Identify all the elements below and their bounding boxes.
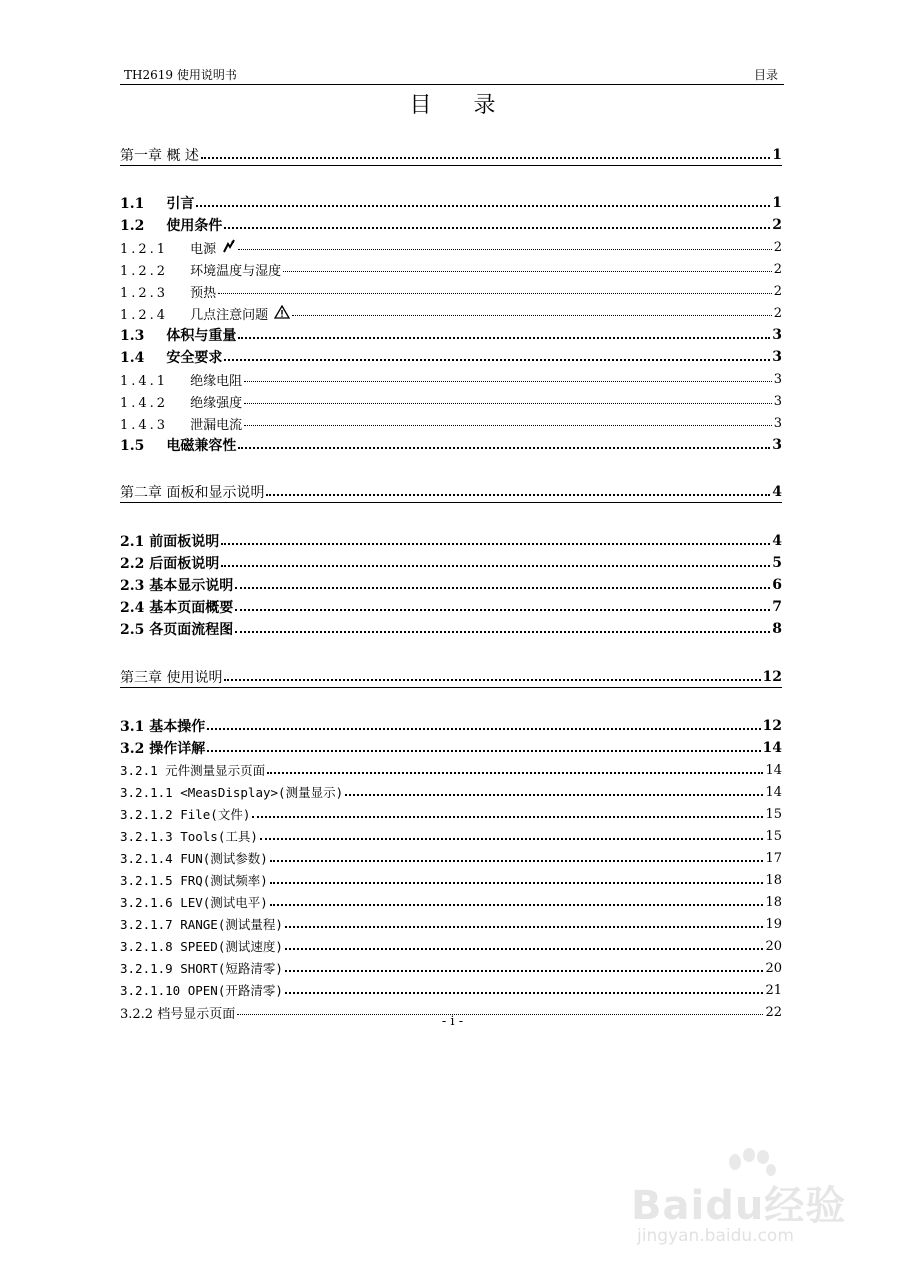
dot-leader — [224, 358, 770, 361]
toc-entry-number: 1.4.1 — [120, 373, 169, 389]
toc-entry-number: 1.2.4 — [120, 307, 169, 323]
toc-entry-page: 12 — [762, 669, 782, 685]
toc-entry-number: 1.3 — [120, 328, 145, 344]
header-document-title: TH2619 使用说明书 — [124, 68, 237, 82]
toc-entry[interactable] — [120, 980, 782, 1000]
dot-leader — [260, 837, 764, 840]
dot-leader — [285, 925, 764, 928]
toc-entry-title: 3.2.2 档号显示页面 — [120, 1006, 236, 1022]
toc-entry-title: 预热 — [190, 285, 217, 301]
toc-entry[interactable] — [120, 369, 782, 389]
dot-leader — [244, 402, 772, 404]
toc-entry-title: 使用条件 — [166, 218, 223, 234]
dot-leader — [238, 248, 772, 250]
toc-entry[interactable] — [120, 870, 782, 890]
toc-entry-page: 4 — [772, 484, 782, 500]
toc-entry[interactable] — [120, 281, 782, 301]
watermark-url: jingyan.baidu.com — [637, 1226, 794, 1246]
toc-entry-title: 3.1 基本操作 — [120, 719, 206, 735]
toc-entry-label — [120, 193, 194, 213]
toc-entry-label — [120, 215, 222, 235]
toc-entry[interactable] — [120, 413, 782, 433]
toc-entry-page: 22 — [765, 1004, 782, 1020]
toc-entry[interactable] — [120, 237, 782, 257]
page-number: - i - — [441, 1014, 464, 1029]
toc-entry[interactable] — [120, 892, 782, 912]
toc-entry-title: 2.4 基本页面概要 — [120, 600, 234, 616]
toc-entry[interactable] — [120, 391, 782, 411]
toc-entry-page: 12 — [762, 718, 782, 734]
toc-entry-page: 20 — [765, 960, 782, 976]
toc-entry-title: 环境温度与湿度 — [190, 263, 282, 279]
toc-entry-page: 21 — [765, 982, 782, 998]
dot-leader — [235, 630, 770, 633]
toc-entry-number: 1.1 — [120, 196, 145, 212]
toc-entry[interactable] — [120, 531, 782, 551]
toc-entry[interactable] — [120, 482, 782, 503]
toc-entry-title: 3.2.1.4 FUN(测试参数) — [120, 851, 268, 866]
toc-entry-page: 19 — [765, 916, 782, 932]
toc-entry[interactable] — [120, 325, 782, 345]
toc-entry-label — [120, 738, 205, 758]
toc-entry-title: 3.2.1.9 SHORT(短路清零) — [120, 961, 283, 976]
toc-entry-title: 安全要求 — [166, 350, 223, 366]
toc-entry-label — [120, 392, 242, 411]
toc-entry[interactable] — [120, 435, 782, 455]
dot-leader — [196, 204, 770, 207]
dot-leader — [266, 493, 770, 496]
toc-entry-label — [120, 783, 343, 801]
toc-entry-page: 4 — [772, 533, 782, 549]
toc-entry-page: 17 — [765, 850, 782, 866]
toc-entry-title: 泄漏电流 — [190, 417, 243, 433]
toc-entry-label — [120, 805, 250, 823]
toc-entry-title: 电磁兼容性 — [166, 438, 237, 454]
dot-leader — [238, 446, 770, 449]
toc-entry[interactable] — [120, 597, 782, 617]
toc-entry[interactable] — [120, 575, 782, 595]
toc-entry-label — [120, 619, 233, 639]
warning-icon — [274, 305, 290, 323]
toc-entry-title: 电源 — [190, 241, 217, 257]
toc-entry[interactable] — [120, 553, 782, 573]
toc-entry-page: 15 — [765, 806, 782, 822]
toc-entry[interactable] — [120, 667, 782, 688]
toc-entry-label — [120, 238, 236, 257]
dot-leader — [244, 380, 772, 382]
toc-entry-title: 2.2 后面板说明 — [120, 556, 220, 572]
toc-entry-page: 2 — [772, 217, 782, 233]
toc-entry-page: 14 — [762, 740, 782, 756]
dot-leader — [221, 564, 770, 567]
dot-leader — [292, 314, 772, 316]
toc-entry-page: 14 — [765, 762, 782, 778]
toc-entry-title: 第三章 使用说明 — [120, 670, 223, 686]
toc-entry-label — [120, 414, 242, 433]
toc-entry-title: 引言 — [166, 196, 195, 212]
toc-entry-page: 1 — [772, 147, 782, 163]
toc-entry-label — [120, 260, 281, 279]
toc-entry-title: 绝缘电阻 — [190, 373, 243, 389]
toc-entry-title: 绝缘强度 — [190, 395, 243, 411]
toc-entry-number: 1.2.2 — [120, 263, 169, 279]
toc-entry-page: 15 — [765, 828, 782, 844]
toc-entry-label — [120, 893, 268, 911]
dot-leader — [218, 292, 772, 294]
toc-entry[interactable] — [120, 826, 782, 846]
toc-entry-page: 6 — [772, 577, 782, 593]
toc-entry-label — [120, 347, 222, 367]
toc-entry-page: 3 — [773, 393, 782, 409]
toc-entry-page: 8 — [772, 621, 782, 637]
dot-leader — [235, 586, 770, 589]
toc-entry-title: 3.2.1.5 FRQ(测试频率) — [120, 873, 268, 888]
toc-entry-title: 2.5 各页面流程图 — [120, 622, 234, 638]
toc-entry-title: 3.2.1.7 RANGE(测试量程) — [120, 917, 283, 932]
toc-entry-title: 2.3 基本显示说明 — [120, 578, 234, 594]
toc-entry-label — [120, 531, 219, 551]
toc-entry-page: 7 — [772, 599, 782, 615]
toc-entry-page: 1 — [772, 195, 782, 211]
watermark-brand: Baidu经验 — [631, 1183, 847, 1229]
toc-entry-page: 3 — [772, 327, 782, 343]
toc-entry-page: 5 — [772, 555, 782, 571]
toc-entry[interactable] — [120, 738, 782, 758]
toc-entry-title: 3.2.1.6 LEV(测试电平) — [120, 895, 268, 910]
toc-entry[interactable] — [120, 259, 782, 279]
header-section-name: 目录 — [753, 68, 778, 82]
toc-entry-label — [120, 575, 233, 595]
dot-leader — [235, 608, 770, 611]
toc-entry-page: 2 — [773, 261, 782, 277]
toc-entry[interactable] — [120, 303, 782, 323]
toc-entry[interactable] — [120, 914, 782, 934]
page-title: 目录 — [409, 93, 538, 118]
toc-entry-page: 14 — [765, 784, 782, 800]
toc-entry-page: 3 — [773, 415, 782, 431]
toc-entry-label — [120, 597, 233, 617]
toc-entry-label — [120, 145, 199, 165]
toc-entry[interactable] — [120, 958, 782, 978]
toc-entry-page: 20 — [765, 938, 782, 954]
toc-entry-page: 2 — [773, 283, 782, 299]
toc-entry-label — [120, 716, 205, 736]
toc-entry-label — [120, 325, 236, 345]
toc-entry-label — [120, 915, 283, 933]
dot-leader — [270, 881, 764, 884]
toc-entry[interactable] — [120, 804, 782, 824]
dot-leader — [201, 156, 770, 159]
toc-entry[interactable] — [120, 716, 782, 736]
toc-entry-page: 3 — [772, 437, 782, 453]
toc-entry-title: 3.2.1.2 File(文件) — [120, 807, 251, 822]
toc-entry-title: 3.2.1.3 Tools(工具) — [120, 829, 258, 844]
toc-entry-title: 3.2.1.8 SPEED(测试速度) — [120, 939, 283, 954]
toc-entry-title: 3.2.1.1 <MeasDisplay>(测量显示) — [120, 785, 344, 800]
toc-entry-label — [120, 553, 219, 573]
toc-entry[interactable] — [120, 347, 782, 367]
dot-leader — [207, 749, 760, 752]
toc-entry-label — [120, 871, 268, 889]
toc-entry-page: 18 — [765, 894, 782, 910]
dot-leader — [345, 793, 763, 796]
toc-entry-label — [120, 282, 216, 301]
lightning-icon — [222, 239, 236, 257]
toc-entry-number: 1.2 — [120, 218, 145, 234]
toc-entry[interactable] — [120, 936, 782, 956]
dot-leader — [270, 859, 764, 862]
dot-leader — [285, 969, 764, 972]
dot-leader — [283, 270, 772, 272]
toc-entry-title: 第一章 概 述 — [120, 148, 199, 164]
toc-entry-label — [120, 667, 222, 687]
dot-leader — [224, 678, 760, 681]
toc-entry-number: 1.4 — [120, 350, 145, 366]
dot-leader — [270, 903, 764, 906]
dot-leader — [267, 771, 763, 774]
toc-entry-title: 2.1 前面板说明 — [120, 534, 220, 550]
toc-entry-label — [120, 849, 268, 867]
dot-leader — [221, 542, 770, 545]
toc-entry-label — [120, 482, 264, 502]
toc-entry[interactable] — [120, 760, 782, 780]
toc-entry[interactable] — [120, 848, 782, 868]
toc-entry-label — [120, 981, 283, 999]
toc-entry-page: 3 — [773, 371, 782, 387]
toc-entry-label — [120, 370, 242, 389]
toc-entry[interactable] — [120, 215, 782, 235]
toc-entry-page: 18 — [765, 872, 782, 888]
dot-leader — [285, 991, 764, 994]
dot-leader — [285, 947, 764, 950]
toc-entry-title: 3.2 操作详解 — [120, 741, 206, 757]
toc-entry-title: 3.2.1 元件测量显示页面 — [120, 763, 266, 778]
toc-entry-number: 1.4.3 — [120, 417, 169, 433]
dot-leader — [252, 815, 763, 818]
toc-entry[interactable] — [120, 193, 782, 213]
toc-entry-title: 体积与重量 — [166, 328, 237, 344]
toc-entry-page: 2 — [773, 305, 782, 321]
toc-entry-page: 2 — [773, 239, 782, 255]
toc-entry-number: 1.2.3 — [120, 285, 169, 301]
baidu-watermark — [631, 1148, 861, 1258]
toc-entry-number: 1.2.1 — [120, 241, 169, 257]
toc-entry-page: 3 — [772, 349, 782, 365]
toc-entry[interactable] — [120, 145, 782, 166]
toc-entry-label — [120, 959, 283, 977]
toc-entry[interactable] — [120, 782, 782, 802]
toc-entry-label — [120, 435, 236, 455]
toc-entry-label — [120, 761, 265, 779]
toc-entry-number: 1.5 — [120, 438, 145, 454]
toc-entry-number: 1.4.2 — [120, 395, 169, 411]
dot-leader — [224, 226, 770, 229]
toc-entry-title: 3.2.1.10 OPEN(开路清零) — [120, 983, 283, 998]
toc-entry-label — [120, 937, 283, 955]
toc-entry-title: 几点注意问题 — [190, 307, 269, 323]
toc-entry-label — [120, 827, 258, 845]
toc-entry[interactable] — [120, 619, 782, 639]
toc-entry-label — [120, 304, 290, 323]
dot-leader — [238, 336, 770, 339]
toc-entry-title: 第二章 面板和显示说明 — [120, 485, 265, 501]
dot-leader — [207, 727, 760, 730]
dot-leader — [244, 424, 772, 426]
